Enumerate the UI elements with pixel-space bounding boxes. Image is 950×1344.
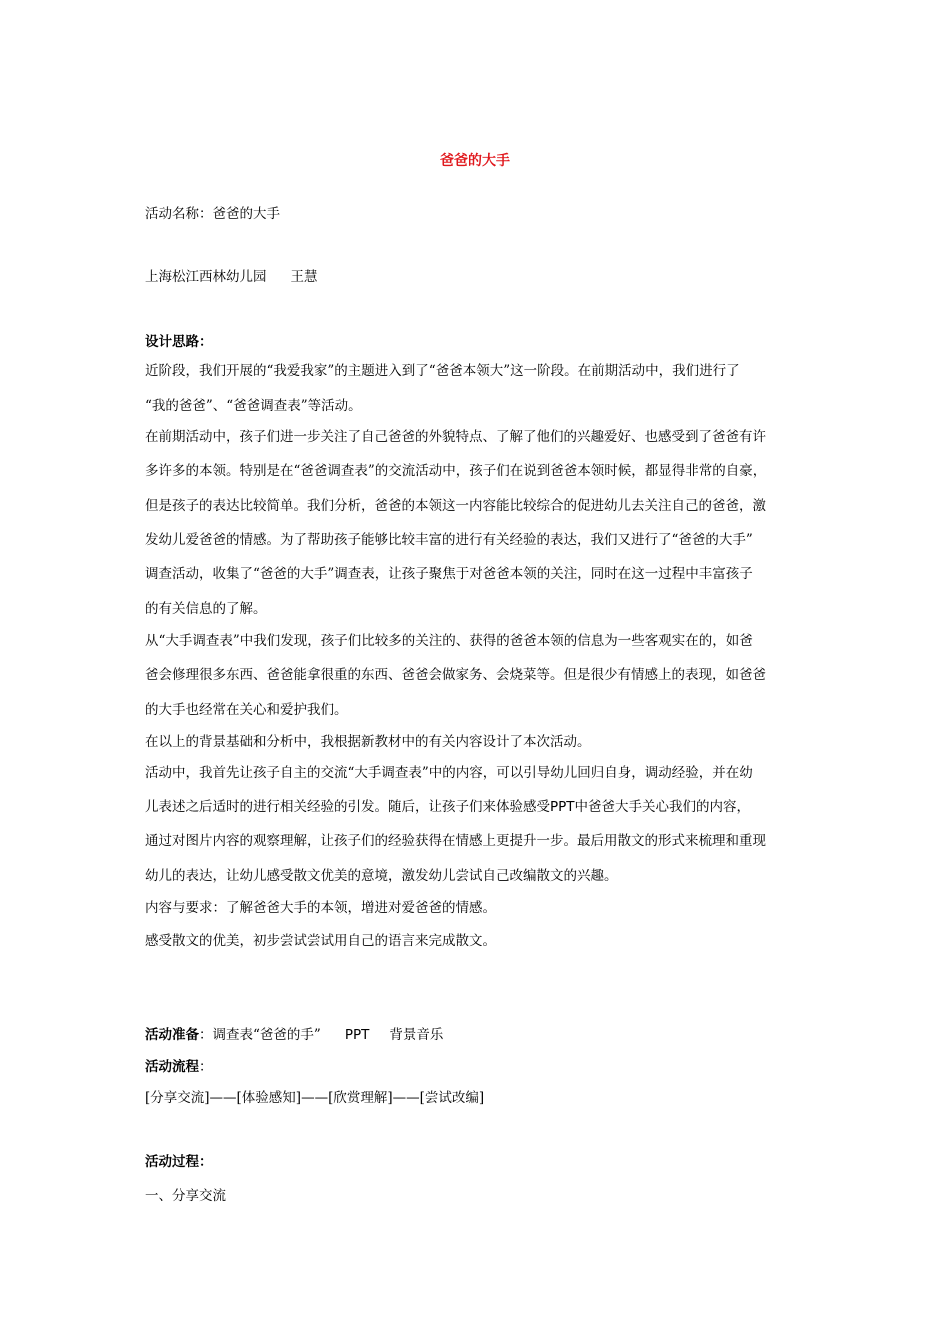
paragraph-line: 活动中，我首先让孩子自主的交流“大手调查表”中的内容，可以引导幼儿回归自身，调动经验，并在幼	[145, 765, 753, 781]
activity-flow-heading	[145, 1058, 213, 1076]
flow-label: 活动流程	[145, 1059, 199, 1075]
paragraph-line: 在前期活动中，孩子们进一步关注了自己爸爸的外貌特点、了解了他们的兴趣爱好、也感受到了爸爸有许	[145, 429, 766, 445]
step-one: 一、分享交流	[145, 1188, 226, 1204]
process-heading: 活动过程：	[145, 1154, 213, 1170]
paragraph-line: 爸会修理很多东西、爸爸能拿很重的东西、爸爸会做家务、会烧菜等。但是很少有情感上的表现，如爸爸	[145, 667, 766, 683]
flow-colon: ：	[199, 1059, 213, 1075]
prep-text: ：调查表“爸爸的手”	[199, 1027, 321, 1043]
paragraph-line: 感受散文的优美，初步尝试尝试用自己的语言来完成散文。	[145, 933, 496, 949]
paragraph-line: 发幼儿爱爸爸的情感。为了帮助孩子能够比较丰富的进行有关经验的表达，我们又进行了“爸爸的大手”	[145, 532, 753, 548]
paragraph-text: 中爸爸大手关心我们的内容，	[574, 799, 751, 815]
paragraph-line: 幼儿的表达，让幼儿感受散文优美的意境，激发幼儿尝试自己改编散文的兴趣。	[145, 868, 618, 884]
paragraph-line: 近阶段，我们开展的“我爱我家”的主题进入到了“爸爸本领大”这一阶段。在前期活动中，我们进行了	[145, 363, 740, 379]
paragraph-line: “我的爸爸”、“爸爸调查表”等活动。	[145, 398, 362, 414]
author-name: 王慧	[290, 269, 318, 285]
paragraph-line: 在以上的背景基础和分析中，我根据新教材中的有关内容设计了本次活动。	[145, 734, 591, 750]
activity-flow-steps: [分享交流]——[体验感知]——[欣赏理解]——[尝试改编]	[145, 1090, 485, 1106]
ppt-text: PPT	[550, 799, 575, 815]
document-title: 爸爸的大手	[440, 153, 510, 169]
design-heading: 设计思路：	[145, 334, 213, 350]
paragraph-line: 但是孩子的表达比较简单。我们分析，爸爸的本领这一内容能比较综合的促进幼儿去关注自己的爸爸，激	[145, 498, 766, 514]
paragraph-line	[145, 798, 750, 816]
prep-ppt: PPT	[344, 1027, 370, 1043]
prep-label: 活动准备	[145, 1027, 199, 1043]
activity-name: 活动名称：爸爸的大手	[145, 206, 280, 222]
paragraph-text: 儿表述之后适时的进行相关经验的引发。随后，让孩子们来体验感受	[145, 799, 550, 815]
author-line	[145, 268, 318, 286]
paragraph-line: 的大手也经常在关心和爱护我们。	[145, 702, 348, 718]
paragraph-line: 通过对图片内容的观察理解，让孩子们的经验获得在情感上更提升一步。最后用散文的形式来梳理和重现	[145, 833, 766, 849]
paragraph-line: 多许多的本领。特别是在“爸爸调查表”的交流活动中，孩子们在说到爸爸本领时候，都显得非常的自豪，	[145, 463, 767, 479]
paragraph-line: 调查活动，收集了“爸爸的大手”调查表，让孩子聚焦于对爸爸本领的关注，同时在这一过程中丰富孩子	[145, 566, 753, 582]
paragraph-line: 从“大手调查表”中我们发现，孩子们比较多的关注的、获得的爸爸本领的信息为一些客观实在的，如爸	[145, 633, 753, 649]
prep-music: 背景音乐	[389, 1027, 444, 1043]
activity-preparation	[145, 1026, 443, 1044]
paragraph-line: 内容与要求：了解爸爸大手的本领，增进对爱爸爸的情感。	[145, 900, 496, 916]
paragraph-line: 的有关信息的了解。	[145, 601, 267, 617]
author-school: 上海松江西林幼儿园	[145, 269, 267, 285]
